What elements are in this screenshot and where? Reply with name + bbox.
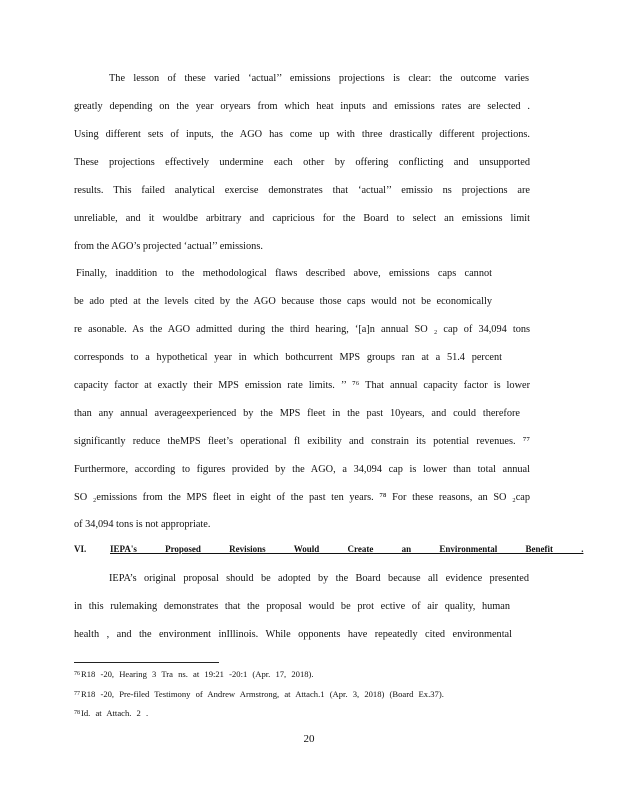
footnote-text: R18 -20, Hearing 3 Tra ns. at 19:21 -20:1 (Apr. 17, 2018). <box>81 669 314 679</box>
footnote <box>74 688 444 700</box>
paragraph-line: greatly depending on the year oryears from which heat inputs and emissions rates are selected . <box>74 101 530 112</box>
paragraph-line: Finally, inaddition to the methodological flaws described above, emissions caps cannot <box>76 268 492 279</box>
paragraph-line: capacity factor at exactly their MPS emission rate limits. ’’ ⁷⁶ That annual capacity factor is lower <box>74 380 530 391</box>
paragraph-line: Using different sets of inputs, the AGO has come up with three drastically different projections. <box>74 129 530 140</box>
paragraph-line: corresponds to a hypothetical year in which bothcurrent MPS groups ran at a 51.4 percent <box>74 352 502 363</box>
paragraph-line: The lesson of these varied ‘actual’’ emissions projections is clear: the outcome varies <box>109 73 529 84</box>
footnote-text: Id. at Attach. 2 . <box>81 708 149 718</box>
paragraph-line: re asonable. As the AGO admitted during the third hearing, ‘[a]n annual SO ₂ cap of 34,094 tons <box>74 324 530 335</box>
section-number: VI. <box>74 544 87 554</box>
section-title: IEPA's Proposed Revisions Would Create an Environmental Benefit . <box>110 544 584 554</box>
paragraph-line: health , and the environment inIllinois. While opponents have repeatedly cited environmental <box>74 629 512 640</box>
paragraph-line: results. This failed analytical exercise demonstrates that ‘actual’’ emissio ns projections are <box>74 185 530 196</box>
paragraph-line: than any annual averageexperienced by the MPS fleet in the past 10years, and could therefore <box>74 408 520 419</box>
paragraph-line: significantly reduce theMPS fleet’s operational fl exibility and constrain its potential revenues. ⁷⁷ <box>74 436 530 447</box>
page-number: 20 <box>303 733 315 745</box>
paragraph-line: in this rulemaking demonstrates that the proposal would be prot ective of air quality, human <box>74 601 510 612</box>
paragraph-line: from the AGO’s projected ‘actual’’ emissions. <box>74 241 263 252</box>
paragraph-line: Furthermore, according to figures provided by the AGO, a 34,094 cap is lower than total annual <box>74 464 530 475</box>
paragraph-line: unreliable, and it wouldbe arbitrary and capricious for the Board to select an emissions limit <box>74 213 530 224</box>
footnote-marker: 78 <box>74 710 80 716</box>
footnote <box>74 707 148 719</box>
paragraph-line: SO ₂emissions from the MPS fleet in eight of the past ten years. ⁷⁸ For these reasons, an SO ₂cap <box>74 492 530 503</box>
footnote <box>74 668 314 680</box>
paragraph-line: of 34,094 tons is not appropriate. <box>74 519 211 530</box>
footnote-text: R18 -20, Pre-filed Testimony of Andrew Armstrong, at Attach.1 (Apr. 3, 2018) (Board Ex.37). <box>81 689 444 699</box>
footnote-separator <box>74 662 219 663</box>
footnote-marker: 77 <box>74 691 80 697</box>
paragraph-line: IEPA’s original proposal should be adopted by the Board because all evidence presented <box>109 573 529 584</box>
footnote-marker: 76 <box>74 671 80 677</box>
paragraph-line: These projections effectively undermine each other by offering conflicting and unsupported <box>74 157 530 168</box>
paragraph-line: be ado pted at the levels cited by the AGO because those caps would not be economically <box>74 296 492 307</box>
